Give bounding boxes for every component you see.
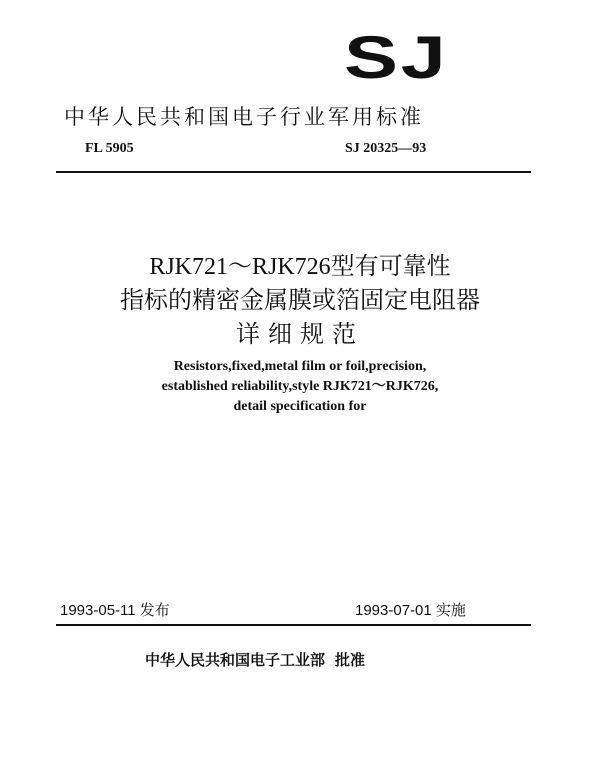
title-line-3: 详细规范 — [236, 320, 364, 348]
standard-number: SJ 20325—93 — [345, 141, 427, 156]
english-title-line-3: detail specification for — [233, 399, 367, 414]
approval-line — [145, 650, 365, 670]
english-title-line-1: Resistors,fixed,metal film or foil,precision, — [173, 359, 427, 374]
approving-authority: 中华人民共和国电子工业部 — [145, 651, 326, 669]
header-divider — [56, 171, 531, 173]
standard-category-title: 中华人民共和国电子行业军用标准 — [64, 105, 424, 129]
footer-divider — [56, 624, 531, 626]
issue-date: 1993-05-11 发布 — [60, 602, 170, 619]
title-model-range: RJK721～RJK726 — [149, 254, 331, 280]
effective-date: 1993-07-01 实施 — [355, 602, 466, 619]
english-title-line-2: established reliability,style RJK721～RJK726, — [161, 379, 439, 394]
approve-label: 批准 — [335, 651, 366, 669]
sj-logo: SJ — [344, 24, 449, 91]
title-line-1-suffix: 型有可靠性 — [330, 252, 451, 280]
title-line-1 — [0, 250, 600, 283]
title-line-2: 指标的精密金属膜或箔固定电阻器 — [120, 286, 480, 314]
classification-code: FL 5905 — [85, 141, 134, 156]
